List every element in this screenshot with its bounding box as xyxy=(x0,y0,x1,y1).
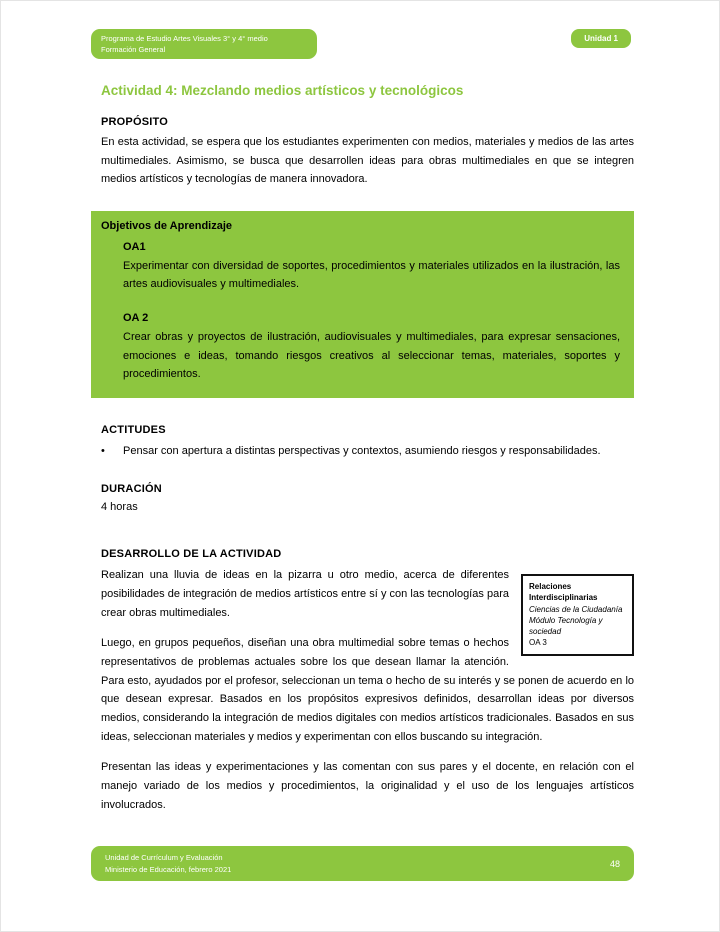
footer-line2: Ministerio de Educación, febrero 2021 xyxy=(105,864,232,874)
activity-title: Actividad 4: Mezclando medios artísticos y tecnológicos xyxy=(101,83,464,98)
list-item xyxy=(101,442,634,461)
desarrollo-paragraph-1: Realizan una lluvia de ideas en la pizarra u otro medio, acerca de diferentes posibilidades de integración de medios artísticos entre sí y con las tecnologías para crear obras multimediales. xyxy=(101,569,509,619)
objective-oa2-text: Crear obras y proyectos de ilustración, audiovisuales y multimediales, para expresar sensaciones, emociones e ideas, tomando riesgos creativos al seleccionar temas, materiales, soportes y procedimientos. xyxy=(123,330,620,381)
proposito-text: En esta actividad, se espera que los estudiantes experimenten con medios, materiales y medios de las artes multimediales. Asimismo, se busca que desarrollen ideas para obras multimediales en que se integren medios artísticos y tecnologías de manera innovadora. xyxy=(101,136,634,186)
interdisciplinary-oa: OA 3 xyxy=(529,638,547,648)
proposito-heading: PROPÓSITO xyxy=(101,116,168,128)
desarrollo-section xyxy=(101,566,634,814)
actitudes-heading: ACTITUDES xyxy=(101,423,166,436)
page-number: 48 xyxy=(609,858,620,869)
objective-oa1-text: Experimentar con diversidad de soportes, procedimientos y materiales utilizados en la ilustración, las artes audiovisuales y multimediales. xyxy=(123,259,620,291)
objective-oa1 xyxy=(123,238,620,294)
desarrollo-paragraph-2: Luego, en grupos pequeños, diseñan una obra multimedial sobre temas o hechos representativos de problemas actuales sobre los que desean llamar la atención. Para esto, ayudados por el profesor, seleccionan un tema o hecho de su interés y se ponen de acuerdo en lo que desean expresar. Basados en los propósitos expresivos definidos, desarrollan ideas por diversos medios, considerando la integración de medios digitales con medios artísticos tradicionales. Basados en sus ideas, seleccionan materiales y medios y experimentan con ellos buscando su integración. xyxy=(101,637,634,743)
program-badge-line1: Programa de Estudio Artes Visuales 3° y 4° medio xyxy=(101,34,268,43)
objective-oa2 xyxy=(123,309,620,384)
duracion-value: 4 horas xyxy=(101,500,138,513)
footer-bar xyxy=(91,846,634,881)
unit-badge: Unidad 1 xyxy=(571,29,631,48)
program-badge-line2: Formación General xyxy=(101,45,166,55)
duracion-heading: DURACIÓN xyxy=(101,482,162,495)
objective-oa1-code: OA1 xyxy=(123,241,146,254)
footer-text xyxy=(105,852,231,875)
interdisciplinary-subject-line1: Ciencias de la Ciudadanía xyxy=(529,604,623,614)
interdisciplinary-subject-line2: Módulo Tecnología y sociedad xyxy=(529,615,603,636)
page-content xyxy=(91,1,634,815)
interdisciplinary-title: Relaciones Interdisciplinarias xyxy=(529,582,598,603)
actitudes-list xyxy=(101,442,634,461)
objectives-heading: Objetivos de Aprendizaje xyxy=(101,220,233,233)
footer-line1: Unidad de Currículum y Evaluación xyxy=(105,852,223,862)
desarrollo-heading: DESARROLLO DE LA ACTIVIDAD xyxy=(101,548,282,561)
bullet-icon: • xyxy=(101,444,105,457)
actitudes-item-text: Pensar con apertura a distintas perspectivas y contextos, asumiendo riesgos y responsabilidades. xyxy=(123,444,601,457)
desarrollo-paragraph-3: Presentan las ideas y experimentaciones y las comentan con sus pares y el docente, en relación con el manejo variado de los medios y procedimientos, la originalidad y el uso de los lenguajes artísticos involucrados. xyxy=(101,761,634,811)
objectives-box xyxy=(91,211,634,398)
objective-oa2-code: OA 2 xyxy=(123,312,149,325)
interdisciplinary-box xyxy=(521,574,634,656)
